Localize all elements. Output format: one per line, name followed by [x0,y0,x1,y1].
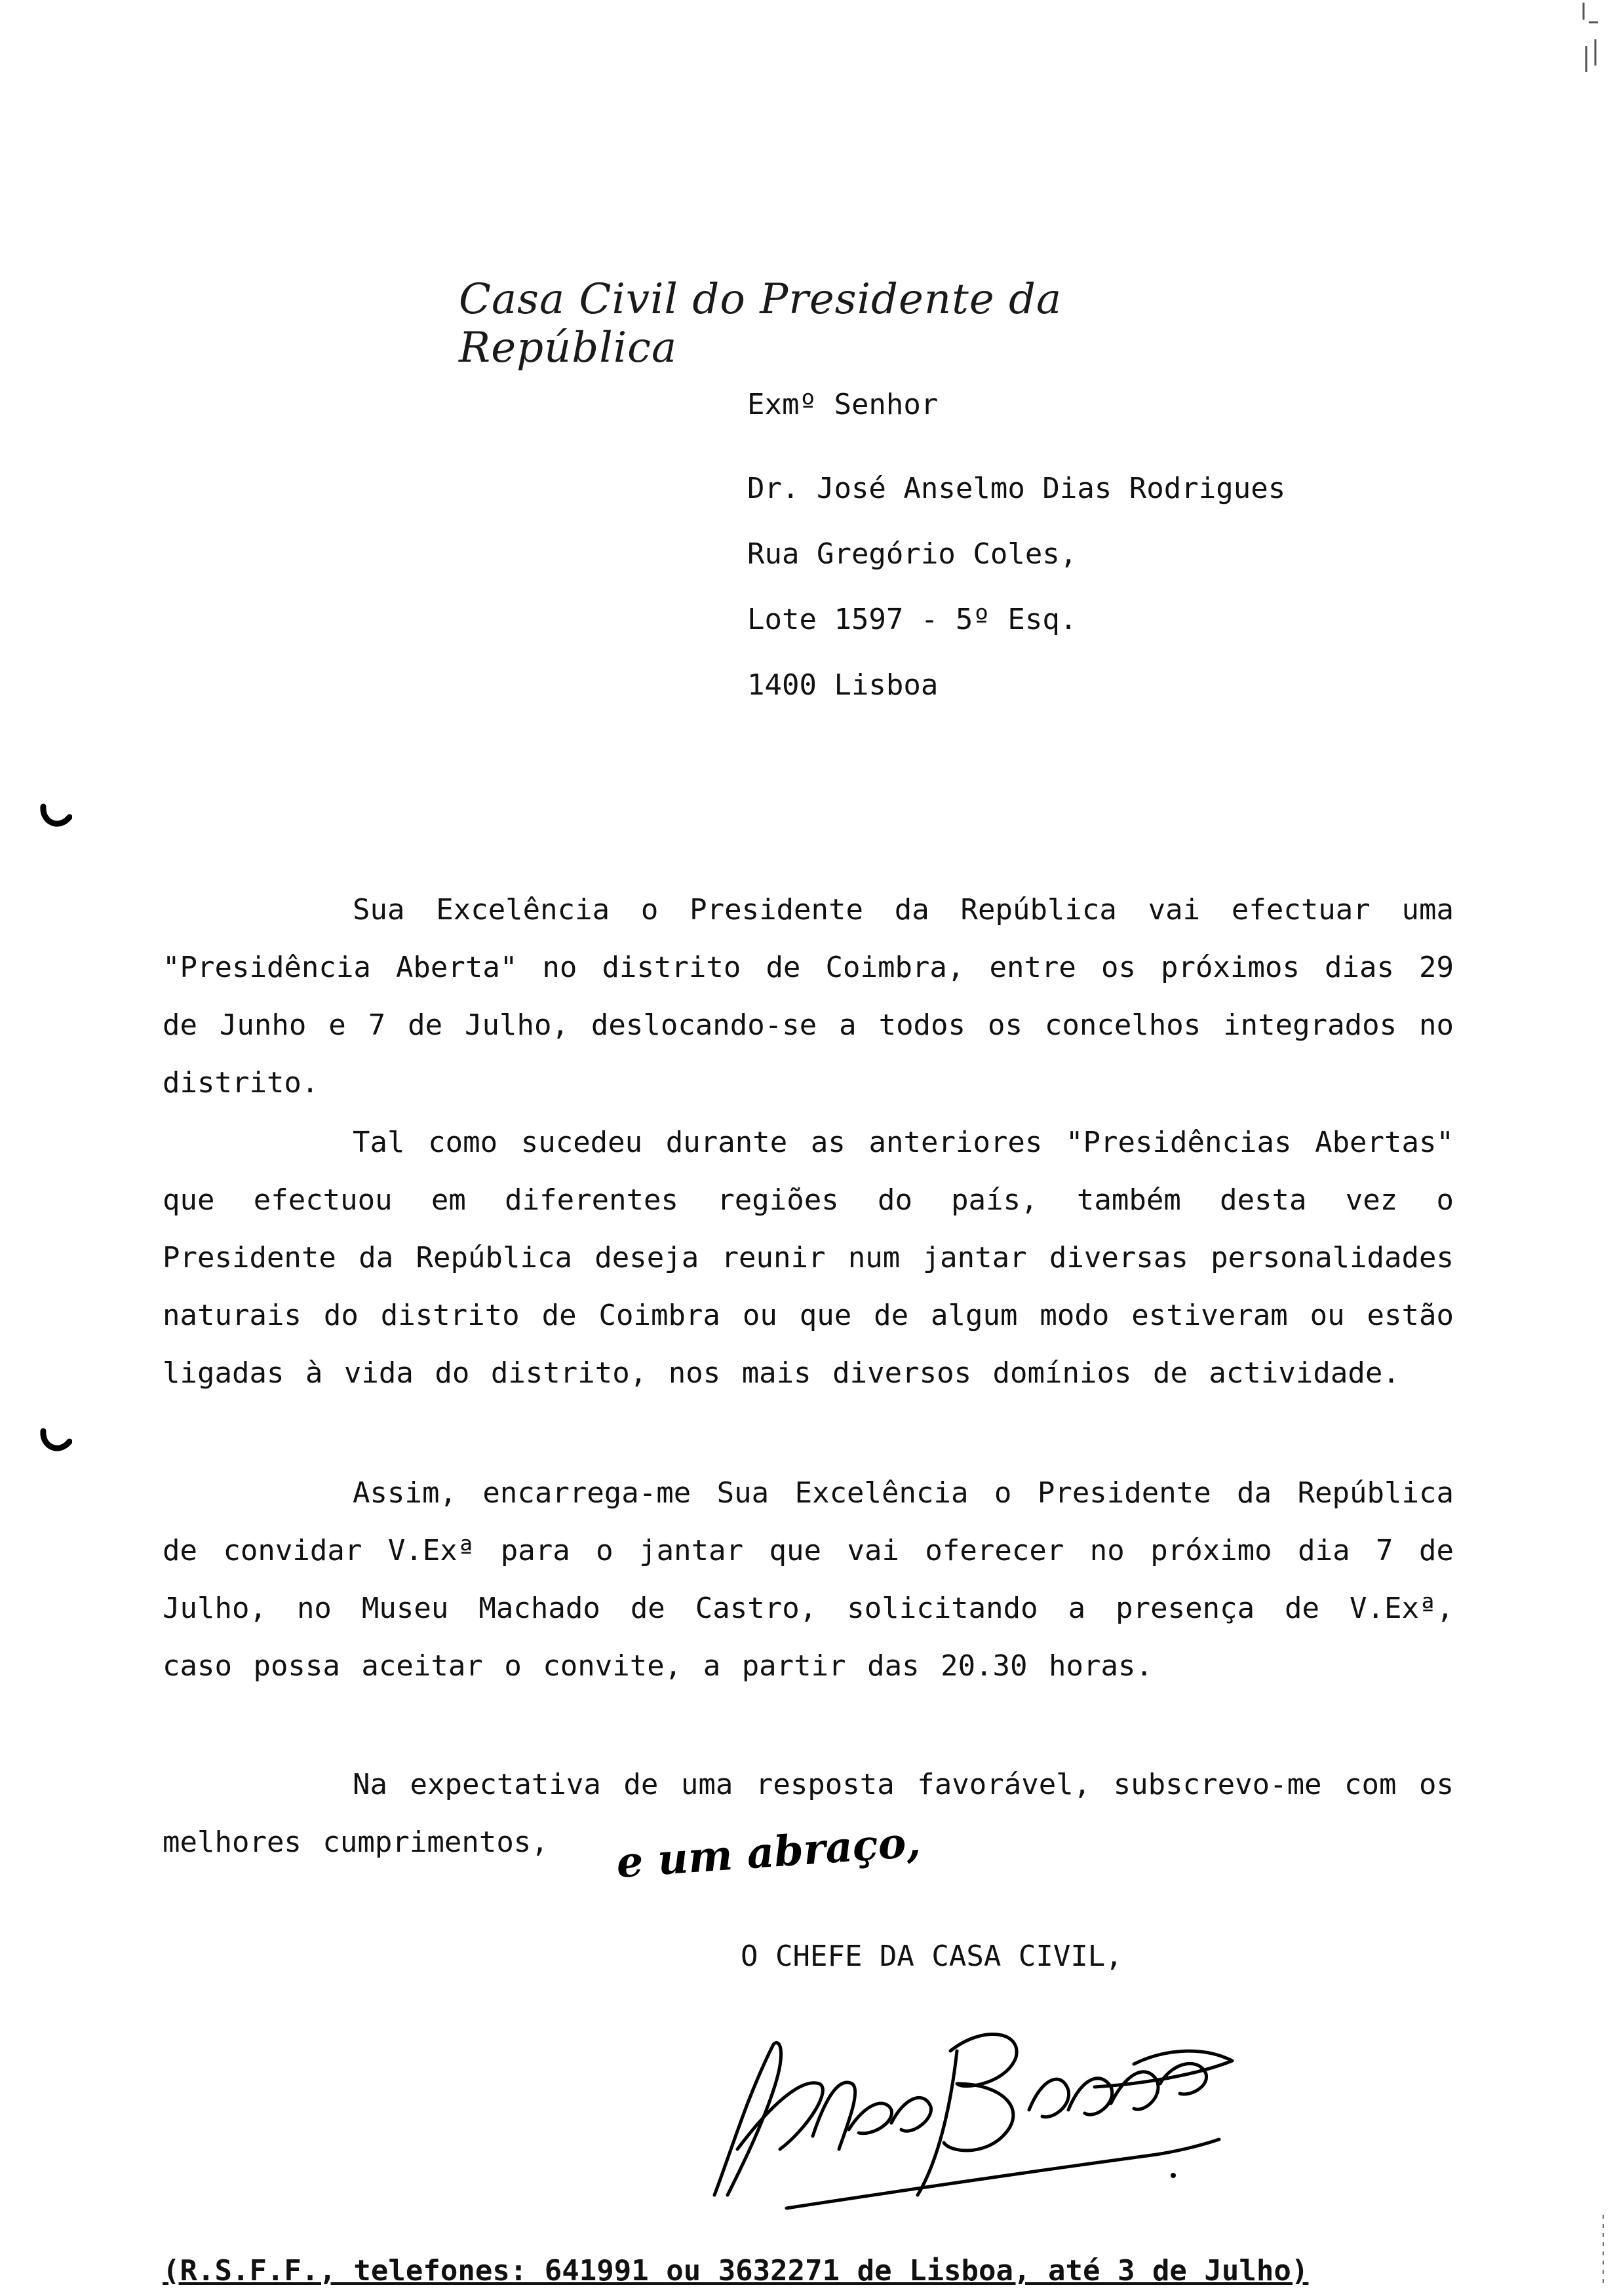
handwritten-note: e um abraço, [614,1817,922,1888]
paragraph-text: Sua Excelência o Presidente da República vai efectuar uma "Presidência Aberta" no distrito de Coimbra, entre os próximos dias 29 de Junho e 7 de Julho, deslocando-se a todos os concelhos integrados no distrito. [163,893,1454,1100]
scan-edge-marks [1580,0,1606,92]
paragraph-text: Na expectativa de uma resposta favorável, subscrevo-me com os melhores cumprimentos, [163,1768,1454,1859]
body-paragraph [163,1464,1454,1695]
signatory-title: O CHEFE DA CASA CIVIL, [741,1940,1123,1973]
body-paragraph [163,881,1454,1112]
paragraph-text: Tal como sucedeu durante as anteriores "Presidências Abertas" que efectuou em diferentes regiões do país, também desta vez o Presidente da República deseja reunir num jantar diversas personalidades naturais do distrito de Coimbra ou que de algum modo estiveram ou estão ligadas à vida do distrito, nos mais diversos domínios de actividade. [163,1126,1454,1390]
scan-edge-line [1597,2215,1610,2287]
body-paragraph [163,1114,1454,1402]
recipient-name: Dr. José Anselmo Dias Rodrigues [747,472,1286,505]
recipient-greeting: Exmº Senhor [747,388,939,421]
letterhead: Casa Civil do Presidente da República [459,275,1062,372]
reply-note: (R.S.F.F., telefones: 641991 ou 3632271 de Lisboa, até 3 de Julho) [163,2254,1309,2287]
recipient-city: 1400 Lisboa [747,668,939,702]
recipient-street: Rua Gregório Coles, [747,537,1078,571]
paragraph-text: Assim, encarrega-me Sua Excelência o Presidente da República de convidar V.Exª para o jantar que vai oferecer no próximo dia 7 de Julho, no Museu Machado de Castro, solicitando a presença de V.Exª, caso possa aceitar o convite, a partir das 20.30 horas. [163,1476,1454,1683]
recipient-lot: Lote 1597 - 5º Esq. [747,603,1078,636]
punch-hole-mark [39,1427,72,1456]
recipient-address [747,372,1285,718]
signature-image [675,1999,1252,2215]
punch-hole-mark [39,803,72,832]
